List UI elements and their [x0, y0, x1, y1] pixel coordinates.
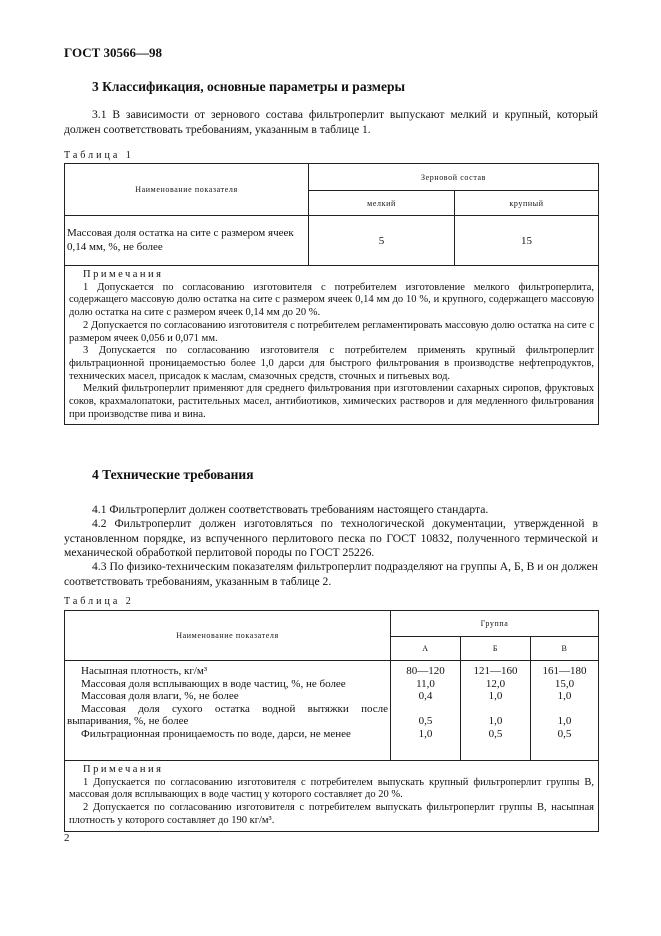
t2-value: 11,0 — [416, 677, 435, 690]
t2-header-group: Группа — [391, 611, 599, 637]
t2-value: 161—180 — [542, 665, 587, 677]
table-2-caption: Таблица 2 — [64, 596, 134, 607]
t2-value: 0,5 — [418, 715, 433, 728]
t1-header-coarse: крупный — [455, 191, 599, 216]
t2-value: 15,0 — [554, 677, 575, 690]
t2-note-1: 1 Допускается по согласованию изготовителя с потребителем выпускать крупный фильтроперлит группы В, массовая доля всплывающих в воде частиц у которого составляет до 20 %. — [69, 776, 594, 801]
paragraph-4-1: 4.1 Фильтроперлит должен соответствовать требованиям настоящего стандарта. — [92, 503, 489, 516]
t2-value: 1,0 — [488, 690, 503, 703]
t2-col-b — [461, 661, 531, 761]
t2-value: 1,0 — [557, 715, 572, 728]
t2-note-2: 2 Допускается по согласованию изготовителя с потребителем выпускать фильтроперлит группы В, насыпная плотность у которого составляет до 190 кг/м³. — [69, 802, 594, 826]
t1-value-coarse: 15 — [455, 216, 599, 266]
t2-row-label: Фильтрационная проницаемость по воде, дарси, не менее — [81, 727, 351, 740]
t2-col-c — [531, 661, 599, 761]
t1-header-indicator: Наименование показателя — [65, 164, 309, 216]
t2-col-a — [391, 661, 461, 761]
section-3-title: 3 Классификация, основные параметры и размеры — [92, 79, 406, 94]
t1-notes — [65, 266, 599, 425]
t1-note-3: 3 Допускается по согласованию изготовителя с потребителем применять крупный фильтроперлит фильтрационной проницаемостью более 1,0 дарси для быстрого фильтрования в производстве нефтепродуктов, технических масел, присадок к маслам, смазочных средств, сточных и питьевых вод. — [69, 345, 595, 382]
t1-header-fine: мелкий — [309, 191, 455, 216]
t1-value-fine: 5 — [309, 216, 455, 266]
table-2 — [64, 610, 599, 832]
t2-value: 1,0 — [418, 727, 433, 740]
t2-value: 121—160 — [473, 665, 518, 677]
paragraph-3-1: 3.1 В зависимости от зернового состава фильтроперлит выпускают мелкий и крупный, который должен соответствовать требованиям, указанным в таблице 1. — [64, 108, 598, 136]
t2-labels — [65, 661, 391, 761]
t1-note-1: 1 Допускается по согласованию изготовителя с потребителем изготовление мелкого фильтроперлита, содержащего массовую долю остатка на сите с размером ячеек 0,14 мм до 10 %, и крупного, содержащего массовую долю остатка на сите с размером ячеек 0,14 мм до 20 %. — [69, 281, 595, 319]
t1-row-label: Массовая доля остатка на сите с размером ячеек 0,14 мм, %, не более — [65, 216, 309, 266]
table-1 — [64, 163, 599, 425]
t2-header-group-c: В — [531, 637, 599, 661]
t2-value: 1,0 — [557, 690, 572, 703]
t1-header-group: Зерновой состав — [309, 164, 599, 191]
t2-row-label: Массовая доля сухого остатка водной вытяжки после выпаривания, %, не более — [67, 702, 388, 728]
t2-row-label: Массовая доля влаги, %, не более — [81, 690, 239, 703]
t1-note-4: Мелкий фильтроперлит применяют для среднего фильтрования при изготовлении сахарных сиропов, фруктовых соков, крахмалопатоки, растительных масел, антибиотиков, химических растворов и для медленного фильтрования при производстве пива и вина. — [69, 383, 595, 420]
t1-notes-header: Примечания — [83, 269, 164, 280]
t2-header-indicator: Наименование показателя — [65, 611, 391, 661]
page-number: 2 — [64, 832, 70, 844]
document-header: ГОСТ 30566—98 — [64, 45, 163, 60]
t2-value: 12,0 — [485, 677, 506, 690]
t2-value: 1,0 — [488, 715, 503, 728]
section-4-title: 4 Технические требования — [92, 467, 254, 482]
t2-notes-header: Примечания — [83, 764, 164, 775]
t2-value: 0,5 — [557, 727, 572, 740]
t2-header-group-a: А — [391, 637, 461, 661]
t2-value: 80—120 — [406, 665, 445, 677]
paragraph-4-2: 4.2 Фильтроперлит должен изготовляться по технологической документации, утвержденной в установленном порядке, из вспученного перлитового песка по ГОСТ 10832, полученного термической и механической обработкой перлитовой породы по ГОСТ 25226. — [64, 517, 598, 559]
table-1-caption: Таблица 1 — [64, 150, 134, 161]
t2-row-label: Массовая доля всплывающих в воде частиц, %, не более — [81, 677, 346, 690]
t2-row-label: Насыпная плотность, кг/м³ — [81, 665, 208, 677]
paragraph-4-3: 4.3 По физико-техническим показателям фильтроперлит подразделяют на группы А, Б, В и он должен соответствовать требованиям, указанным в таблице 2. — [64, 560, 598, 588]
t2-value: 0,4 — [418, 690, 433, 703]
t2-value: 0,5 — [488, 727, 503, 740]
t1-note-2: 2 Допускается по согласованию изготовителя с потребителем регламентировать массовую долю остатка на сите с размером ячеек 0,056 и 0,071 мм. — [69, 319, 595, 344]
t2-header-group-b: Б — [461, 637, 531, 661]
t2-notes — [65, 761, 599, 832]
